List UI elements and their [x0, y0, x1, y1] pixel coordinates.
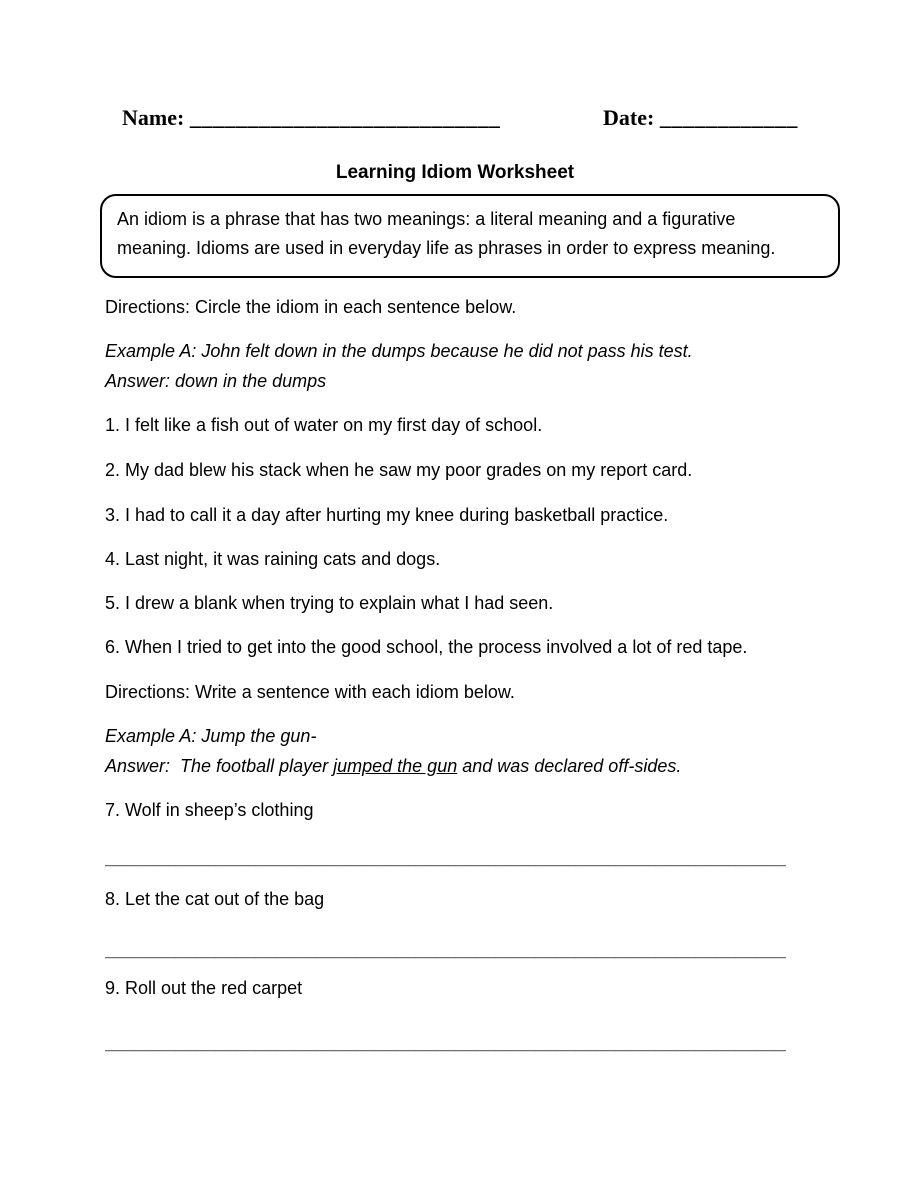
name-field: [122, 103, 500, 133]
worksheet-item-2: 2. My dad blew his stack when he saw my poor grades on my report card.: [105, 460, 693, 480]
worksheet-item-9: 9. Roll out the red carpet: [105, 978, 303, 998]
definition-line-1: An idiom is a phrase that has two meanings: a literal meaning and a figurative: [117, 209, 736, 229]
definition-line-2: meaning. Idioms are used in everyday life as phrases in order to express meaning.: [117, 238, 776, 258]
date-field: [603, 103, 798, 133]
worksheet-item-5: 5. I drew a blank when trying to explain what I had seen.: [105, 593, 554, 613]
worksheet-item-1: 1. I felt like a fish out of water on my first day of school.: [105, 415, 543, 435]
name-label: Name:: [122, 105, 185, 130]
worksheet-item-8: 8. Let the cat out of the bag: [105, 889, 325, 909]
section1-example-sentence: Example A: John felt down in the dumps because he did not pass his test.: [105, 341, 693, 361]
worksheet-item-7: 7. Wolf in sheep’s clothing: [105, 800, 314, 820]
answer-underlined-idiom: jumped the gun: [333, 756, 458, 776]
answer-suffix: and was declared off-sides.: [457, 756, 682, 776]
answer-prefix: Answer: The football player: [105, 756, 334, 776]
worksheet-item-6: 6. When I tried to get into the good school, the process involved a lot of red tape.: [105, 637, 748, 657]
date-blank-line: ____________: [659, 105, 798, 130]
section2-directions: Directions: Write a sentence with each idiom below.: [105, 682, 515, 702]
answer-blank-line-8: ____________________________________________________________________: [105, 940, 786, 960]
section2-example-sentence: Example A: Jump the gun-: [105, 726, 317, 746]
section1-example-answer: Answer: down in the dumps: [105, 371, 327, 391]
answer-blank-line-9: ____________________________________________________________________: [105, 1033, 786, 1053]
page-title: Learning Idiom Worksheet: [335, 162, 575, 183]
section1-directions: Directions: Circle the idiom in each sentence below.: [105, 297, 517, 317]
section2-example-answer: [105, 751, 681, 781]
worksheet-item-3: 3. I had to call it a day after hurting my knee during basketball practice.: [105, 505, 669, 525]
answer-blank-line-7: ____________________________________________________________________: [105, 848, 786, 868]
idiom-definition-box: [100, 194, 840, 278]
worksheet-item-4: 4. Last night, it was raining cats and dogs.: [105, 549, 441, 569]
date-label: Date:: [603, 105, 655, 130]
name-blank-line: ___________________________: [189, 105, 501, 130]
